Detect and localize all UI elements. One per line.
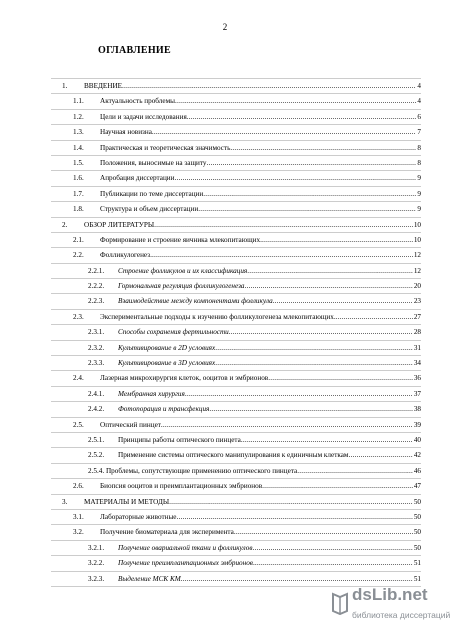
- toc-number: 2.5.: [73, 420, 84, 429]
- toc-page-number: 37: [413, 389, 421, 398]
- toc-entry: [100, 141, 421, 155]
- toc-page-number: 12: [413, 251, 421, 260]
- toc-label: Получение овариальной ткани и фолликулов: [118, 543, 253, 552]
- toc-entry: [100, 525, 421, 539]
- toc-number: 1.: [62, 82, 68, 90]
- toc-leader-dots: [175, 94, 416, 108]
- toc-page-number: 50: [413, 512, 421, 521]
- toc-label: Взаимодействие между компонентами фолликула: [118, 297, 273, 306]
- watermark-subtitle: библиотека диссертаций: [352, 610, 450, 620]
- toc-page-number: 27: [413, 312, 421, 321]
- toc-label: Экспериментальные подходы к изучению фолликулогенеза млекопитающих: [100, 312, 334, 321]
- toc-label: Строение фолликулов и их классификация: [118, 266, 248, 275]
- toc-row: [51, 79, 421, 94]
- toc-leader-dots: [244, 279, 412, 293]
- toc-number: 1.7.: [73, 189, 84, 198]
- toc-row: [51, 94, 421, 109]
- toc-number: 2.4.2.: [88, 405, 105, 414]
- toc-label: Принципы работы оптического пинцета: [118, 435, 241, 444]
- toc-row: [51, 387, 421, 402]
- toc-entry: [84, 79, 421, 93]
- toc-number: 2.2.1.: [88, 266, 105, 275]
- toc-entry: [118, 387, 421, 401]
- toc-label: Актуальность проблемы: [100, 97, 175, 106]
- toc-entry: [118, 341, 421, 355]
- toc-entry: [100, 248, 421, 262]
- toc-page-number: 50: [413, 543, 421, 552]
- toc-entry: [100, 187, 421, 201]
- toc-number: 3.2.1.: [88, 543, 105, 552]
- toc-label: 2.5.4. Проблемы, сопутствующие применению оптического пинцета: [88, 466, 298, 475]
- toc-label: Биопсия ооцитов и преимплантационных эмбрионов: [100, 482, 263, 491]
- toc-number: 1.3.: [73, 128, 84, 137]
- toc-row: [51, 341, 421, 356]
- toc-row: [51, 556, 421, 571]
- toc-row: [51, 264, 421, 279]
- toc-label: ОБЗОР ЛИТЕРАТУРЫ: [84, 220, 155, 229]
- toc-label: Лазерная микрохирургия клеток, ооцитов и эмбрионов: [100, 374, 269, 383]
- toc-leader-dots: [206, 156, 416, 170]
- toc-entry: [88, 464, 421, 478]
- toc-leader-dots: [161, 418, 413, 432]
- toc-row: [51, 171, 421, 186]
- toc-page-number: 46: [413, 466, 421, 475]
- toc-entry: [100, 110, 421, 124]
- toc-entry: [118, 433, 421, 447]
- toc-leader-dots: [229, 325, 413, 339]
- toc-row: [51, 325, 421, 340]
- toc-number: 2.6.: [73, 482, 84, 491]
- toc-number: 3.: [62, 497, 68, 506]
- toc-page-number: 42: [413, 451, 421, 460]
- toc-number: 2.: [62, 220, 68, 229]
- toc-page-number: 50: [413, 528, 421, 537]
- toc-leader-dots: [297, 464, 413, 478]
- toc-entry: [100, 233, 421, 247]
- toc-row: [51, 125, 421, 140]
- toc-label: Получение биоматериала для эксперимента: [100, 528, 234, 537]
- toc-page-number: 34: [413, 359, 421, 368]
- toc-page-number: 50: [413, 497, 421, 506]
- toc-label: Культивирование в 2D условиях: [118, 343, 216, 352]
- toc-leader-dots: [241, 433, 413, 447]
- toc-row: [51, 110, 421, 125]
- toc-number: 2.3.1.: [88, 328, 105, 337]
- toc-entry: [118, 294, 421, 308]
- toc-number: 2.5.1.: [88, 435, 105, 444]
- toc-page-number: 47: [413, 482, 421, 491]
- toc-page-number: 4: [417, 82, 421, 90]
- toc-number: 1.5.: [73, 158, 84, 167]
- toc-number: 1.1.: [73, 97, 84, 106]
- toc-entry: [118, 402, 421, 416]
- toc-page-number: 51: [413, 559, 421, 568]
- toc-page-number: 4: [417, 97, 421, 106]
- toc-number: 2.3.: [73, 312, 84, 321]
- page-number: 2: [222, 22, 228, 32]
- toc-row: [51, 156, 421, 171]
- toc-entry: [100, 310, 421, 324]
- toc-leader-dots: [253, 541, 413, 555]
- toc-leader-dots: [230, 141, 416, 155]
- toc-row: [51, 510, 421, 525]
- toc-label: Апробация диссертации: [100, 174, 175, 183]
- toc-label: МАТЕРИАЛЫ И МЕТОДЫ: [84, 497, 170, 506]
- toc-entry: [100, 510, 421, 524]
- table-of-contents: [51, 78, 421, 587]
- toc-number: 1.2.: [73, 112, 84, 121]
- toc-page-number: 38: [413, 405, 421, 414]
- toc-entry: [100, 479, 421, 493]
- toc-row: [51, 279, 421, 294]
- toc-label: Структура и объем диссертации: [100, 205, 199, 214]
- toc-label: Фолликулогенез: [100, 251, 151, 260]
- toc-leader-dots: [152, 125, 416, 139]
- toc-entry: [118, 572, 421, 586]
- toc-entry: [100, 371, 421, 385]
- toc-row: [51, 218, 421, 233]
- toc-row: [51, 464, 421, 479]
- toc-row: [51, 248, 421, 263]
- toc-row: [51, 402, 421, 417]
- toc-row: [51, 294, 421, 309]
- toc-page-number: 8: [417, 158, 421, 167]
- book-icon: [330, 591, 350, 615]
- toc-page-number: 28: [413, 328, 421, 337]
- toc-row: [51, 233, 421, 248]
- toc-row: [51, 418, 421, 433]
- toc-leader-dots: [203, 187, 416, 201]
- toc-page-number: 40: [413, 435, 421, 444]
- toc-leader-dots: [215, 341, 413, 355]
- toc-page-number: 20: [413, 282, 421, 291]
- toc-page-number: 8: [417, 143, 421, 152]
- toc-entry: [100, 202, 421, 216]
- toc-label: Положения, выносимые на защиту: [100, 158, 207, 167]
- toc-entry: [118, 325, 421, 339]
- toc-title: ОГЛАВЛЕНИЕ: [98, 45, 171, 56]
- toc-number: 3.2.: [73, 528, 84, 537]
- toc-label: Лабораторные животные: [100, 512, 177, 521]
- watermark-title: dsLib.net: [352, 585, 428, 604]
- toc-number: 2.2.3.: [88, 297, 105, 306]
- toc-label: Цели и задачи исследования: [100, 112, 187, 121]
- toc-leader-dots: [154, 218, 413, 232]
- toc-leader-dots: [215, 356, 413, 370]
- toc-entry: [118, 279, 421, 293]
- toc-number: 2.4.1.: [88, 389, 105, 398]
- toc-page-number: 6: [417, 112, 421, 121]
- toc-leader-dots: [253, 556, 413, 570]
- toc-row: [51, 479, 421, 494]
- toc-row: [51, 495, 421, 510]
- toc-leader-dots: [150, 248, 413, 262]
- toc-label: Публикации по теме диссертации: [100, 189, 204, 198]
- toc-label: Оптический пинцет: [100, 420, 161, 429]
- toc-page-number: 36: [413, 374, 421, 383]
- toc-number: 2.1.: [73, 235, 84, 244]
- toc-page-number: 9: [417, 174, 421, 183]
- toc-label: Научная новизна: [100, 128, 152, 137]
- toc-label: Мембранная хирургия: [118, 389, 185, 398]
- toc-label: Гормональная регуляция фолликулогенеза: [118, 282, 245, 291]
- toc-page-number: 39: [413, 420, 421, 429]
- toc-entry: [100, 171, 421, 185]
- toc-page-number: 23: [413, 297, 421, 306]
- toc-number: 2.2.2.: [88, 282, 105, 291]
- toc-number: 2.2.: [73, 251, 84, 260]
- toc-entry: [118, 541, 421, 555]
- toc-row: [51, 141, 421, 156]
- toc-entry: [118, 356, 421, 370]
- toc-leader-dots: [169, 495, 413, 509]
- toc-leader-dots: [234, 525, 413, 539]
- toc-entry: [100, 94, 421, 108]
- toc-leader-dots: [181, 572, 413, 586]
- toc-leader-dots: [176, 510, 412, 524]
- toc-page-number: 31: [413, 343, 421, 352]
- toc-row: [51, 541, 421, 556]
- toc-row: [51, 433, 421, 448]
- toc-page-number: 12: [413, 266, 421, 275]
- toc-row: [51, 448, 421, 463]
- toc-label: ВВЕДЕНИЕ: [84, 82, 123, 90]
- toc-leader-dots: [187, 110, 417, 124]
- toc-entry: [100, 156, 421, 170]
- toc-row: [51, 525, 421, 540]
- toc-number: 3.2.3.: [88, 574, 105, 583]
- toc-row: [51, 187, 421, 202]
- toc-entry: [100, 125, 421, 139]
- toc-label: Применение системы оптического манипулирования к единичным клеткам: [118, 451, 349, 460]
- toc-leader-dots: [334, 310, 413, 324]
- toc-label: Культивирование в 3D условиях: [118, 359, 216, 368]
- dslib-watermark: [330, 585, 448, 629]
- toc-page-number: 51: [413, 574, 421, 583]
- toc-page-number: 7: [417, 128, 421, 137]
- toc-leader-dots: [122, 79, 416, 93]
- toc-row: [51, 356, 421, 371]
- toc-leader-dots: [260, 233, 413, 247]
- toc-number: 3.1.: [73, 512, 84, 521]
- toc-leader-dots: [268, 371, 413, 385]
- toc-number: 3.2.2.: [88, 559, 105, 568]
- toc-number: 2.5.2.: [88, 451, 105, 460]
- toc-label: Практическая и теоретическая значимость: [100, 143, 231, 152]
- toc-page-number: 9: [417, 189, 421, 198]
- toc-entry: [84, 495, 421, 509]
- toc-leader-dots: [175, 171, 417, 185]
- toc-leader-dots: [198, 202, 416, 216]
- toc-number: 1.8.: [73, 205, 84, 214]
- toc-leader-dots: [209, 402, 412, 416]
- toc-number: 1.6.: [73, 174, 84, 183]
- toc-number: 2.3.3.: [88, 359, 105, 368]
- toc-leader-dots: [185, 387, 413, 401]
- toc-page-number: 9: [417, 205, 421, 214]
- toc-label: Получение преимплантационных эмбрионов: [118, 559, 253, 568]
- toc-label: Выделение МСК КМ: [118, 574, 181, 583]
- toc-row: [51, 310, 421, 325]
- toc-page-number: 10: [413, 235, 421, 244]
- toc-entry: [118, 448, 421, 462]
- toc-row: [51, 371, 421, 386]
- toc-entry: [118, 264, 421, 278]
- toc-number: 2.3.2.: [88, 343, 105, 352]
- toc-leader-dots: [273, 294, 413, 308]
- toc-label: Фотопорация и трансфекция: [118, 405, 210, 414]
- toc-label: Формирование и строение яичника млекопитающих: [100, 235, 261, 244]
- toc-leader-dots: [262, 479, 413, 493]
- toc-row: [51, 202, 421, 217]
- toc-label: Способы сохранения фертильности: [118, 328, 229, 337]
- toc-entry: [118, 556, 421, 570]
- toc-page-number: 10: [413, 220, 421, 229]
- toc-entry: [100, 418, 421, 432]
- toc-number: 2.4.: [73, 374, 84, 383]
- toc-entry: [84, 218, 421, 232]
- toc-leader-dots: [247, 264, 413, 278]
- toc-number: 1.4.: [73, 143, 84, 152]
- toc-leader-dots: [348, 448, 412, 462]
